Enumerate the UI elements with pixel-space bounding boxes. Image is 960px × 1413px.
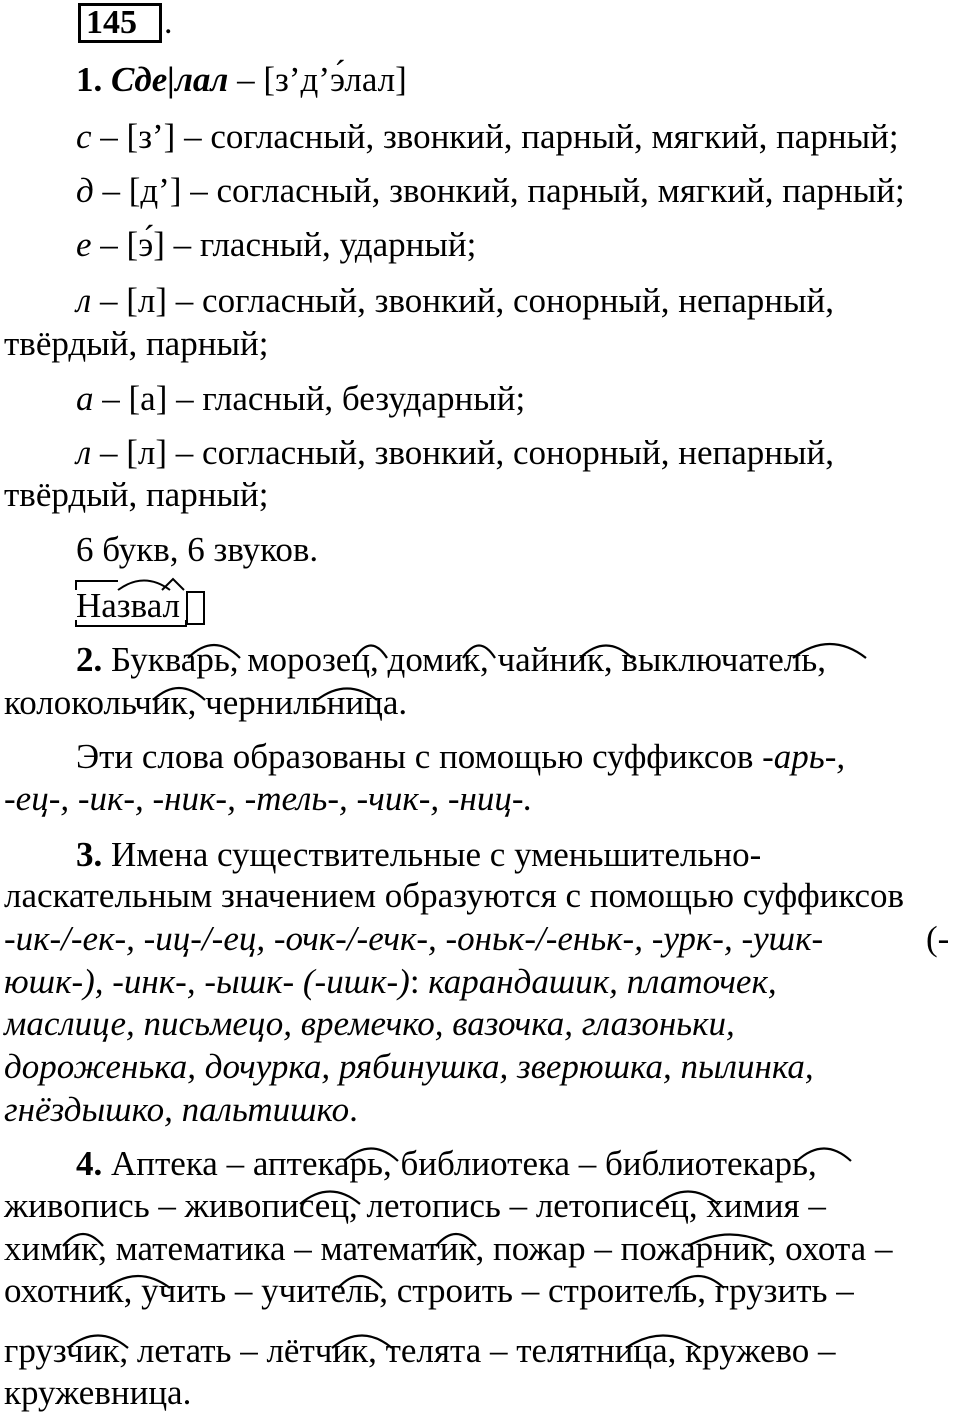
section3-line2: ласкательным значением образуются с помощью суффиксов [4,876,905,915]
section2-words: Букварь, морозец, домик, чайник, выключатель, [102,640,826,679]
letter-description-continued: твёрдый, парный; [4,324,269,363]
letter: е [76,225,92,264]
section1-word: Сде|лал [111,60,229,99]
letter-description: – [д’] – согласный, звонкий, парный, мягкий, парный; [93,171,905,210]
suffix-list: -ик-/-ек-, -иц-/-ец, -очк-/-ечк-, -оньк-/-еньк-, -урк-, -ушк- [4,919,824,958]
example-words: карандашик, платочек, [419,962,777,1001]
section4-line3: химик, математика – математик, пожар – пожарник, охота – [4,1229,893,1268]
section4-line2: живопись – живописец, летопись – летописец, химия – [4,1186,826,1225]
section2-line2: колокольчик, чернильница. [4,683,408,722]
colon: : [409,962,420,1001]
letter: а [76,379,94,418]
section4-line4: охотник, учить – учитель, строить – строитель, грузить – [4,1271,854,1310]
letter: д [76,171,94,210]
letter: л [76,433,92,472]
section4-line6: кружевница. [4,1373,192,1412]
section1-number: 1. [76,60,103,99]
section1-transcription: – [з’д’э́лал] [228,60,407,99]
exercise-number: 145 [86,4,137,41]
period: . [349,1090,358,1129]
letter-description-continued: твёрдый, парный; [4,475,269,514]
suffix-list: юшк-), -инк-, -ышк- (-ишк-) [4,962,410,1001]
section2-explanation-text: Эти слова образованы с помощью суффиксов [76,737,763,776]
example-words: дороженька, дочурка, рябинушка, зверюшка, пылинка, [4,1047,814,1086]
section4-line5: грузчик, летать – лётчик, телята – телятница, кружево – [4,1331,836,1370]
section3-text: Имена существительные с уменьшительно- [102,835,762,874]
example-words: гнёздышко, пальтишко [4,1090,350,1129]
letter-description: – [л] – согласный, звонкий, сонорный, непарный, [91,433,834,472]
example-words: маслице, письмецо, времечко, вазочка, глазоньки, [4,1004,735,1043]
letter: л [76,281,92,320]
section4-words: Аптека – аптекарь, библиотека – библиотекарь, [102,1144,817,1183]
letter: с [76,117,92,156]
letter-description: – [л] – согласный, звонкий, сонорный, непарный, [91,281,834,320]
section3-number: 3. [76,835,103,874]
section3-line3-end: (- [926,919,950,958]
exercise-number-dot: . [164,4,173,41]
letter-description: – [а] – гласный, безударный; [93,379,526,418]
morpheme-parse-word: Назвал [76,586,181,625]
suffix-list: -ец-, -ик-, -ник-, -тель-, -чик-, -ниц-. [4,779,533,818]
section4-number: 4. [76,1144,103,1183]
suffix-list: -арь-, [762,737,846,776]
letters-sounds-summary: 6 букв, 6 звуков. [76,530,319,569]
letter-description: – [з’] – согласный, звонкий, парный, мягкий, парный; [91,117,899,156]
letter-description: – [э́] – гласный, ударный; [91,225,477,264]
section2-number: 2. [76,640,103,679]
